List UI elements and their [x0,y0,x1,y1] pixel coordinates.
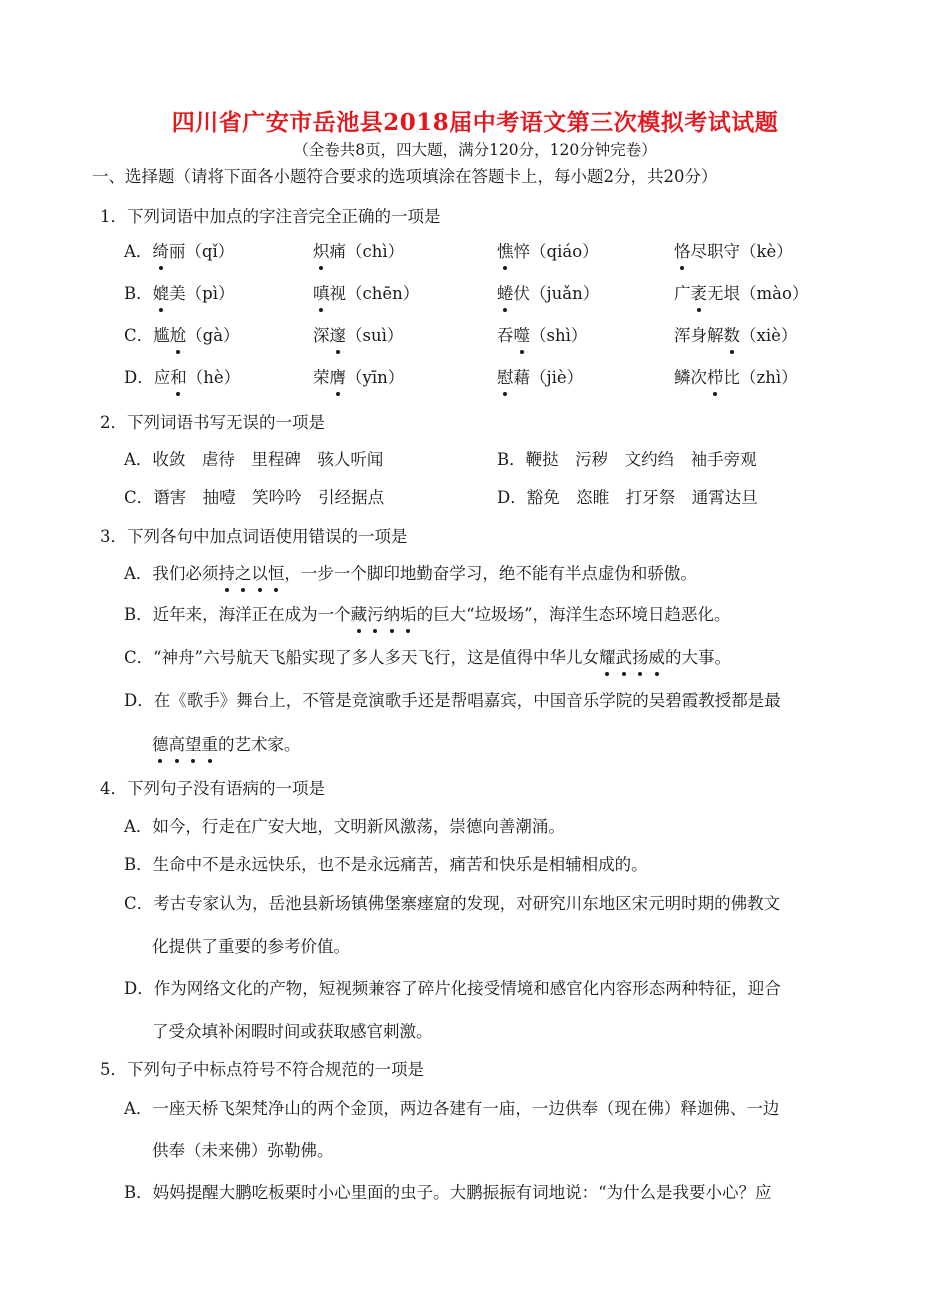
option-text: 的艺术家。 [218,735,301,754]
question-1-choice: 嗔视（chēn） [313,282,419,306]
option-text: A．我们必须 [124,564,219,583]
question-5-stem: 5．下列句子中标点符号不符合规范的一项是 [100,1060,424,1079]
question-3-option-d-cont [152,733,301,757]
exam-subtitle: （全卷共8页，四大题，满分120分，120分钟完卷） [293,141,657,159]
question-5-option-b: B．妈妈提醒大鹏吃板栗时小心里面的虫子。大鹏振振有词地说：“为什么是我要小心？应 [124,1183,772,1202]
question-1-choice: C．尴尬（gà） [124,324,240,348]
question-3-option-a [124,562,697,586]
question-4-option-b: B．生命中不是永远快乐，也不是永远痛苦，痛苦和快乐是相辅相成的。 [124,855,648,874]
question-1-choice: 慰藉（jiè） [497,366,583,390]
question-4-option-d-cont: 了受众填补闲暇时间或获取感官刺激。 [152,1022,433,1041]
question-3-option-d: D．在《歌手》舞台上，不管是竞演歌手还是帮唱嘉宾，中国音乐学院的吴碧霞教授都是最 [124,691,781,710]
emphasized-phrase: 藏污纳垢 [351,605,417,624]
option-text: C．“神舟”六号航天飞船实现了多人多天飞行，这是值得中华儿女 [124,648,599,667]
question-2-stem: 2．下列词语书写无误的一项是 [100,413,325,432]
question-5-option-a: A．一座天桥飞架梵净山的两个金顶，两边各建有一庙，一边供奉（现在佛）释迦佛、一边 [124,1099,780,1118]
question-3-option-b [124,603,731,627]
emphasized-phrase: 持之以恒 [218,564,284,583]
question-1-choice: 恪尽职守（kè） [674,240,793,264]
section-heading: 一、选择题（请将下面各小题符合要求的选项填涂在答题卡上，每小题2分，共20分） [92,167,718,186]
question-1-choice: 浑身解数（xiè） [674,324,797,348]
question-1-choice: B．媲美（pì） [124,282,234,306]
question-4-option-c-cont: 化提供了重要的参考价值。 [152,937,350,956]
emphasized-phrase: 耀武扬威 [599,648,665,667]
emphasized-phrase: 德高望重 [152,735,218,754]
question-1-choice: 广袤无垠（mào） [674,282,808,306]
question-1-choice: 深邃（suì） [313,324,403,348]
question-2-option-c: C．谮害 抽噎 笑吟吟 引经据点 [124,488,385,507]
question-1-choice: 憔悴（qiáo） [497,240,599,264]
question-4-option-a: A．如今，行走在广安大地，文明新风激荡，崇德向善潮涌。 [124,817,565,836]
exam-title: 四川省广安市岳池县2018届中考语文第三次模拟考试试题 [171,109,779,136]
question-1-choice: 荣膺（yīn） [313,366,404,390]
option-text: 的巨大“垃圾场”，海洋生态环境日趋恶化。 [416,605,731,624]
option-text: ，一步一个脚印地勤奋学习，绝不能有半点虚伪和骄傲。 [284,564,697,583]
question-1-choice: 鳞次栉比（zhì） [674,366,798,390]
question-1-stem: 1．下列词语中加点的字注音完全正确的一项是 [100,207,441,226]
question-3-stem: 3．下列各句中加点词语使用错误的一项是 [100,527,408,546]
question-2-option-b: B．鞭挞 污秽 文约绉 袖手旁观 [497,450,757,469]
question-2-option-a: A．收敛 虐待 里程碑 骇人听闻 [124,450,384,469]
option-text: 的大事。 [665,648,731,667]
question-1-choice: 吞噬（shì） [497,324,587,348]
question-4-option-d: D．作为网络文化的产物，短视频兼容了碎片化接受情境和感官化内容形态两种特征，迎合 [124,979,781,998]
question-2-option-d: D．豁免 恣睢 打牙祭 通霄达旦 [497,488,758,507]
question-5-option-a-cont: 供奉（未来佛）弥勒佛。 [152,1141,334,1160]
question-4-stem: 4．下列句子没有语病的一项是 [100,779,325,798]
question-1-choice: A．绮丽（qǐ） [124,240,234,264]
question-3-option-c [124,646,731,670]
question-1-choice: 蜷伏（juǎn） [497,282,599,306]
question-1-choice: D．应和（hè） [124,366,240,390]
question-1-choice: 炽痛（chì） [313,240,404,264]
option-text: B．近年来，海洋正在成为一个 [124,605,351,624]
question-4-option-c: C．考古专家认为，岳池县新场镇佛堡寨瘗窟的发现，对研究川东地区宋元明时期的佛教文 [124,894,781,913]
